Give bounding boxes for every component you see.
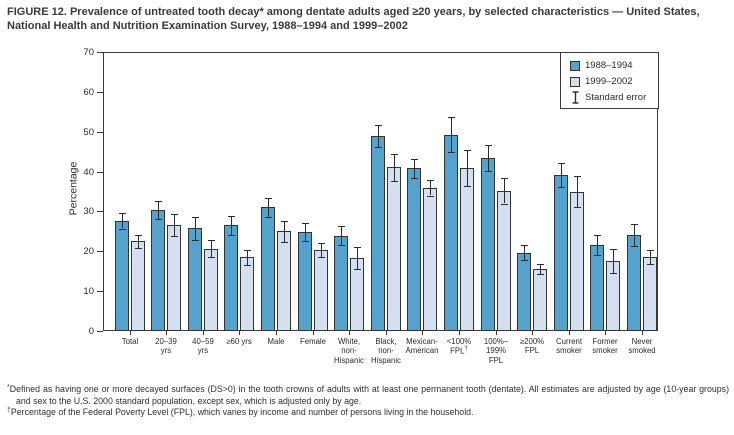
error-bar-1988-1994-total <box>122 213 123 229</box>
error-bar-cap-bottom <box>119 229 126 230</box>
error-bar-cap-bottom <box>464 186 471 187</box>
x-tick <box>532 331 533 335</box>
error-bar-cap-bottom <box>171 236 178 237</box>
error-bar-1988-1994-20-39-yrs <box>158 201 159 219</box>
error-bar-cap-bottom <box>411 178 418 179</box>
error-bar-cap-bottom <box>631 246 638 247</box>
error-bar-cap-bottom <box>537 274 544 275</box>
y-tick <box>97 92 103 93</box>
legend-item-1988-1994 <box>570 59 658 72</box>
error-bar-cap-bottom <box>318 257 325 258</box>
x-tick-label-black-non-hispanic: Black, non- Hispanic <box>371 337 401 365</box>
error-bar-1999-2002-total <box>138 235 139 249</box>
error-bar-1999-2002-current-smoker <box>577 176 578 207</box>
x-tick-label-20-39-yrs: 20–39 yrs <box>155 337 177 356</box>
bar-1988-1994-never-smoked <box>627 235 641 331</box>
bar-1999-2002-current-smoker <box>570 192 584 332</box>
x-tick <box>386 331 387 335</box>
bar-1999-2002-total <box>131 241 145 331</box>
error-bar-cap-top <box>647 250 654 251</box>
error-bar-1999-2002-black-non-hispanic <box>394 154 395 181</box>
error-bar-1999-2002-female <box>321 243 322 257</box>
x-tick <box>349 331 350 335</box>
error-bar-cap-top <box>265 198 272 199</box>
x-tick <box>239 331 240 335</box>
error-bar-cap-top <box>391 154 398 155</box>
x-tick <box>203 331 204 335</box>
error-bar-cap-top <box>610 249 617 250</box>
x-tick-label-200-fpl: ≥200% FPL <box>519 337 545 356</box>
error-bar-cap-top <box>521 245 528 246</box>
error-bar-cap-top <box>192 217 199 218</box>
y-tick-label: 30 <box>83 206 94 217</box>
error-bar-cap-top <box>228 216 235 217</box>
x-tick-label-100-199-fpl: 100%– 199% FPL <box>483 337 509 365</box>
bar-1999-2002-black-non-hispanic <box>387 167 401 331</box>
footnote-dagger <box>7 407 729 419</box>
y-tick-label: 70 <box>83 47 94 58</box>
bar-1988-1994-20-39-yrs <box>151 210 165 331</box>
error-bar-cap-bottom <box>265 217 272 218</box>
error-bar-cap-bottom <box>228 235 235 236</box>
x-tick <box>605 331 606 335</box>
x-tick <box>459 331 460 335</box>
x-tick <box>276 331 277 335</box>
footnote-dagger-marker: † <box>7 407 11 415</box>
error-bar-cap-top <box>558 163 565 164</box>
x-tick <box>422 331 423 335</box>
bar-1988-1994-mexican-american <box>407 168 421 331</box>
error-bar-1988-1994-60-yrs <box>231 216 232 235</box>
x-tick-label-mexican-american: Mexican- American <box>405 337 439 356</box>
error-bar-cap-top <box>244 250 251 251</box>
x-tick-label-white-non-hispanic: White, non- Hispanic <box>334 337 364 365</box>
error-bar-1988-1994-40-59-yrs <box>195 217 196 240</box>
error-bar-cap-bottom <box>610 273 617 274</box>
y-tick <box>97 291 103 292</box>
error-bar-cap-top <box>135 235 142 236</box>
y-tick <box>97 251 103 252</box>
y-axis-title: Percentage <box>67 161 80 216</box>
legend-swatch-1999-2002 <box>570 77 580 87</box>
error-bar-cap-bottom <box>485 171 492 172</box>
x-tick-label-male: Male <box>267 337 285 346</box>
bar-1999-2002-200-fpl <box>533 269 547 331</box>
error-bar-cap-top <box>464 150 471 151</box>
x-tick <box>496 331 497 335</box>
x-tick-label-60-yrs: ≥60 yrs <box>226 337 252 346</box>
error-bar-1988-1994-current-smoker <box>561 163 562 187</box>
error-bar-1988-1994-former-smoker <box>597 235 598 255</box>
bar-1988-1994-male <box>261 207 275 331</box>
error-bar-cap-bottom <box>375 147 382 148</box>
error-bar-1999-2002-40-59-yrs <box>211 240 212 258</box>
bar-1988-1994-100-199-fpl <box>481 158 495 331</box>
x-tick-label-total: Total <box>121 337 139 346</box>
bar-1988-1994-40-59-yrs <box>188 228 202 331</box>
error-bar-cap-bottom <box>501 204 508 205</box>
bar-1988-1994-black-non-hispanic <box>371 136 385 331</box>
x-tick <box>569 331 570 335</box>
x-tick <box>642 331 643 335</box>
error-bar-cap-bottom <box>281 242 288 243</box>
x-tick-label-former-smoker: Former smoker <box>592 337 618 356</box>
error-bar-1988-1994-never-smoked <box>634 224 635 246</box>
error-bar-cap-bottom <box>427 196 434 197</box>
error-bar-cap-top <box>155 201 162 202</box>
x-tick-label-100-fpl: <100% FPL† <box>446 337 472 356</box>
bar-1988-1994-female <box>298 232 312 331</box>
bar-1999-2002-never-smoked <box>643 257 657 331</box>
bar-1999-2002-100-fpl <box>460 168 474 331</box>
legend-label-1999-2002: 1999–2002 <box>585 76 633 87</box>
y-tick-label: 0 <box>88 326 94 337</box>
y-tick <box>97 211 103 212</box>
error-bar-cap-top <box>594 235 601 236</box>
bar-1988-1994-200-fpl <box>517 253 531 332</box>
error-bar-cap-bottom <box>354 269 361 270</box>
error-bar-cap-top <box>302 223 309 224</box>
error-bar-cap-bottom <box>155 219 162 220</box>
y-tick <box>97 132 103 133</box>
error-bar-1988-1994-female <box>305 223 306 241</box>
error-bar-1999-2002-100-199-fpl <box>504 178 505 204</box>
error-bar-1988-1994-black-non-hispanic <box>378 125 379 147</box>
footnote-asterisk <box>7 384 729 407</box>
error-bar-cap-bottom <box>338 245 345 246</box>
bar-1999-2002-60-yrs <box>240 257 254 331</box>
error-bar-cap-top <box>537 264 544 265</box>
error-bar-cap-top <box>631 224 638 225</box>
x-tick <box>130 331 131 335</box>
error-bar-cap-bottom <box>302 241 309 242</box>
error-bar-cap-bottom <box>391 181 398 182</box>
error-bar-cap-top <box>485 145 492 146</box>
error-bar-1999-2002-male <box>284 221 285 242</box>
bar-1999-2002-female <box>314 250 328 331</box>
error-bar-cap-top <box>281 221 288 222</box>
y-tick-label: 50 <box>83 127 94 138</box>
error-bar-1999-2002-200-fpl <box>540 264 541 274</box>
y-tick <box>97 172 103 173</box>
error-bar-1999-2002-former-smoker <box>613 249 614 273</box>
error-bar-1999-2002-mexican-american <box>430 180 431 195</box>
bar-1988-1994-white-non-hispanic <box>334 236 348 331</box>
error-bar-1999-2002-never-smoked <box>650 250 651 264</box>
error-bar-cap-bottom <box>448 152 455 153</box>
error-bar-1999-2002-20-39-yrs <box>174 214 175 236</box>
error-bar-1999-2002-white-non-hispanic <box>357 247 358 269</box>
bar-1988-1994-current-smoker <box>554 175 568 331</box>
error-bar-icon <box>570 91 580 104</box>
x-tick-label-current-smoker: Current smoker <box>556 337 582 356</box>
error-bar-cap-top <box>448 117 455 118</box>
bar-1999-2002-100-199-fpl <box>497 191 511 331</box>
error-bar-1999-2002-60-yrs <box>247 250 248 265</box>
error-bar-1988-1994-mexican-american <box>414 159 415 178</box>
error-bar-1999-2002-100-fpl <box>467 150 468 187</box>
bar-1999-2002-40-59-yrs <box>204 249 218 332</box>
y-tick-label: 10 <box>83 286 94 297</box>
error-bar-1988-1994-200-fpl <box>524 245 525 259</box>
dagger-superscript: † <box>464 346 468 353</box>
legend-label-1988-1994: 1988–1994 <box>585 60 633 71</box>
bar-1999-2002-male <box>277 231 291 331</box>
error-bar-cap-bottom <box>244 265 251 266</box>
error-bar-cap-bottom <box>192 240 199 241</box>
error-bar-cap-top <box>375 125 382 126</box>
error-bar-cap-top <box>354 247 361 248</box>
legend <box>560 52 659 109</box>
y-tick <box>97 52 103 53</box>
error-bar-cap-top <box>119 213 126 214</box>
bar-1999-2002-20-39-yrs <box>167 225 181 331</box>
y-tick-label: 60 <box>83 87 94 98</box>
bar-1988-1994-former-smoker <box>590 245 604 331</box>
x-tick-label-40-59-yrs: 40–59 yrs <box>192 337 214 356</box>
bar-1988-1994-60-yrs <box>224 225 238 331</box>
error-bar-1988-1994-white-non-hispanic <box>341 226 342 245</box>
bar-1988-1994-total <box>115 221 129 331</box>
figure-title: FIGURE 12. Prevalence of untreated tooth decay* among dentate adults aged ≥20 years, by selected characteristics — United States, National Health and Nutrition Examination Survey, 1988–1994 and 1999–2002 <box>7 6 700 33</box>
error-bar-cap-bottom <box>558 187 565 188</box>
error-bar-1988-1994-100-199-fpl <box>488 145 489 171</box>
error-bar-cap-bottom <box>594 255 601 256</box>
bar-1999-2002-mexican-american <box>423 188 437 331</box>
bar-1988-1994-100-fpl <box>444 135 458 331</box>
footnote-asterisk-text: Defined as having one or more decayed surfaces (DS>0) in the tooth crowns of adults with at least one permanent tooth (dentate). All estimates are adjusted by age (10-year groups) and sex to the U.S. 2000 standard population, except sex, which is adjusted only by age. <box>9 384 729 406</box>
error-bar-cap-bottom <box>521 260 528 261</box>
x-tick-label-never-smoked: Never smoked <box>628 337 656 356</box>
error-bar-cap-bottom <box>574 207 581 208</box>
error-bar-1988-1994-male <box>268 198 269 216</box>
error-bar-cap-top <box>318 243 325 244</box>
error-bar-cap-bottom <box>135 248 142 249</box>
x-tick <box>166 331 167 335</box>
error-bar-1988-1994-100-fpl <box>451 117 452 152</box>
error-bar-cap-top <box>411 159 418 160</box>
footnote-dagger-text: Percentage of the Federal Poverty Level (FPL), which varies by income and number of persons living in the household. <box>10 407 474 418</box>
error-bar-cap-bottom <box>208 257 215 258</box>
error-bar-cap-top <box>427 180 434 181</box>
footnote-asterisk-marker: * <box>7 384 10 391</box>
error-bar-cap-bottom <box>647 264 654 265</box>
x-tick-label-female: Female <box>300 337 326 346</box>
error-bar-cap-top <box>171 214 178 215</box>
error-bar-cap-top <box>208 240 215 241</box>
y-tick-label: 20 <box>83 246 94 257</box>
x-tick <box>313 331 314 335</box>
error-bar-cap-top <box>501 178 508 179</box>
legend-item-1999-2002 <box>570 75 658 88</box>
error-bar-cap-top <box>574 176 581 177</box>
y-tick-label: 40 <box>83 167 94 178</box>
error-bar-cap-top <box>338 226 345 227</box>
legend-item-standard-error <box>570 91 658 104</box>
footnotes <box>7 384 729 419</box>
legend-label-standard-error: Standard error <box>585 92 647 103</box>
legend-swatch-1988-1994 <box>570 61 580 71</box>
y-tick <box>97 331 103 332</box>
